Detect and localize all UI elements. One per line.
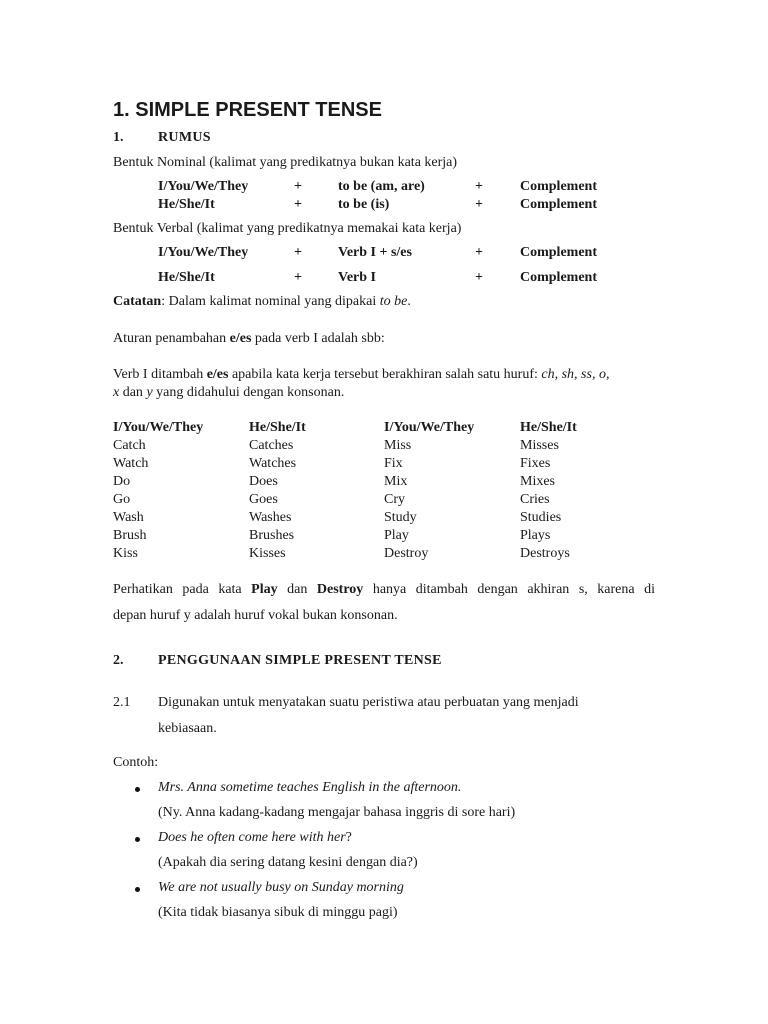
example-english: We are not usually busy on Sunday morning xyxy=(158,880,404,895)
third-person-cell: Cries xyxy=(520,492,550,507)
subsection-text-line-1: Digunakan untuk menyatakan suatu peristiwa atau perbuatan yang menjadi xyxy=(158,695,579,710)
example-english: Mrs. Anna sometime teaches English in the afternoon. xyxy=(158,780,462,795)
formula-verb: to be (am, are) xyxy=(338,179,425,194)
third-person-cell: Catches xyxy=(249,438,294,453)
base-verb-cell: Miss xyxy=(384,438,412,453)
base-verb-cell: Mix xyxy=(384,474,408,489)
column-header: He/She/It xyxy=(520,420,577,435)
base-verb-cell: Brush xyxy=(113,528,147,543)
verbal-intro: Bentuk Verbal (kalimat yang predikatnya memakai kata kerja) xyxy=(113,221,462,236)
section-2-number: 2. xyxy=(113,653,124,668)
perhatikan-line-2: depan huruf y adalah huruf vokal bukan konsonan. xyxy=(113,608,398,623)
subsection-number: 2.1 xyxy=(113,695,131,710)
formula-plus: + xyxy=(294,270,302,285)
example-translation: (Apakah dia sering datang kesini dengan dia?) xyxy=(158,855,418,870)
formula-complement: Complement xyxy=(520,197,597,212)
base-verb-cell: Watch xyxy=(113,456,149,471)
column-header: I/You/We/They xyxy=(384,420,475,435)
third-person-cell: Mixes xyxy=(520,474,555,489)
third-person-cell: Brushes xyxy=(249,528,295,543)
example-translation: (Kita tidak biasanya sibuk di minggu pagi) xyxy=(158,905,398,920)
perhatikan-line-1: Perhatikan pada kata Play dan Destroy hanya ditambah dengan akhiran s, karena di xyxy=(113,582,655,597)
section-1-number: 1. xyxy=(113,130,124,145)
formula-verb: Verb I + s/es xyxy=(338,245,412,260)
column-header: He/She/It xyxy=(249,420,306,435)
formula-verb: Verb I xyxy=(338,270,376,285)
formula-plus: + xyxy=(475,197,483,212)
third-person-cell: Plays xyxy=(520,528,551,543)
formula-verb: to be (is) xyxy=(338,197,390,212)
formula-complement: Complement xyxy=(520,179,597,194)
base-verb-cell: Kiss xyxy=(113,546,138,561)
formula-subject: I/You/We/They xyxy=(158,245,249,260)
verb-rule-line-1: Verb I ditambah e/es apabila kata kerja tersebut berakhiran salah satu huruf: ch, sh, ss, o, xyxy=(113,367,610,382)
formula-plus: + xyxy=(294,245,302,260)
base-verb-cell: Study xyxy=(384,510,417,525)
third-person-cell: Washes xyxy=(249,510,292,525)
bullet-icon xyxy=(135,787,140,792)
catatan-note: Catatan: Dalam kalimat nominal yang dipakai to be. xyxy=(113,294,411,309)
bullet-icon xyxy=(135,887,140,892)
page-title: 1. SIMPLE PRESENT TENSE xyxy=(113,99,382,121)
base-verb-cell: Fix xyxy=(384,456,403,471)
base-verb-cell: Play xyxy=(384,528,409,543)
contoh-label: Contoh: xyxy=(113,755,159,770)
third-person-cell: Studies xyxy=(520,510,562,525)
section-1-heading: RUMUS xyxy=(158,130,211,145)
example-translation: (Ny. Anna kadang-kadang mengajar bahasa inggris di sore hari) xyxy=(158,805,516,820)
third-person-cell: Watches xyxy=(249,456,297,471)
nominal-intro: Bentuk Nominal (kalimat yang predikatnya bukan kata kerja) xyxy=(113,155,458,170)
example-english: Does he often come here with her? xyxy=(158,830,352,845)
formula-plus: + xyxy=(294,179,302,194)
base-verb-cell: Catch xyxy=(113,438,146,453)
formula-subject: I/You/We/They xyxy=(158,179,249,194)
base-verb-cell: Cry xyxy=(384,492,405,507)
formula-plus: + xyxy=(475,179,483,194)
formula-plus: + xyxy=(475,270,483,285)
catatan-label: Catatan xyxy=(113,294,162,309)
third-person-cell: Fixes xyxy=(520,456,551,471)
base-verb-cell: Go xyxy=(113,492,131,507)
third-person-cell: Does xyxy=(249,474,278,489)
third-person-cell: Kisses xyxy=(249,546,286,561)
base-verb-cell: Do xyxy=(113,474,131,489)
formula-subject: He/She/It xyxy=(158,270,215,285)
third-person-cell: Misses xyxy=(520,438,559,453)
base-verb-cell: Wash xyxy=(113,510,144,525)
section-2-heading: PENGGUNAAN SIMPLE PRESENT TENSE xyxy=(158,653,442,668)
verb-rule-line-2: x dan y yang didahului dengan konsonan. xyxy=(113,385,345,400)
formula-plus: + xyxy=(475,245,483,260)
base-verb-cell: Destroy xyxy=(384,546,429,561)
column-header: I/You/We/They xyxy=(113,420,204,435)
formula-complement: Complement xyxy=(520,270,597,285)
formula-complement: Complement xyxy=(520,245,597,260)
bullet-icon xyxy=(135,837,140,842)
formula-plus: + xyxy=(294,197,302,212)
third-person-cell: Destroys xyxy=(520,546,570,561)
subsection-text-line-2: kebiasaan. xyxy=(158,721,217,736)
aturan-text: Aturan penambahan e/es pada verb I adalah sbb: xyxy=(113,331,385,346)
formula-subject: He/She/It xyxy=(158,197,215,212)
third-person-cell: Goes xyxy=(249,492,278,507)
